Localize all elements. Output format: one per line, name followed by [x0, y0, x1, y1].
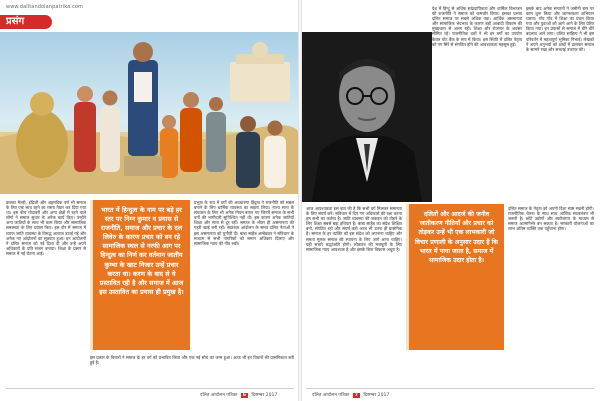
left-footer-label: दलित आंदोलन पत्रिका	[200, 393, 238, 398]
portrait-photo	[302, 32, 432, 202]
right-footer-label: दलित आंदोलन पत्रिका	[312, 393, 350, 398]
right-column-2: इसके बाद अनेक संगठनों ने जमीनी स्तर पर काम शुरू किया और जागरूकता अभियान चलाए। गाँव गाँव में शिक्षा का प्रचार किया गया और युवाओं को आगे आने के लिए प्रेरित किया गया। इन प्रयासों से समाज में धीरे धीरे बदलाव आने लगा। दलित साहित्य ने भी इस परिवर्तन में महत्वपूर्ण भूमिका निभाई। लेखकों ने अपने अनुभवों को शब्दों में ढालकर समाज के सामने रखा और सच्चाई उजागर की।	[526, 6, 594, 52]
right-column-4: दलित समाज के नेतृत्व को अपनी दिशा स्पष्ट रखनी होगी। राजनीतिक चेतना के साथ साथ आर्थिक स्वावलंबन भी जरूरी है। छोटे उद्योगों और स्वरोजगार के माध्यम से समाज आत्मनिर्भर बन सकता है। सरकारी योजनाओं का लाभ अंतिम व्यक्ति तक पहुँचाना होगा।	[508, 206, 594, 232]
left-page-number: 6	[242, 393, 246, 398]
left-footer-month: दिसम्बर 2017	[251, 393, 278, 398]
section-title: प्रसंग	[6, 16, 25, 27]
spine-gutter	[298, 0, 302, 401]
right-column-1: देश में हिन्दू से अधिक सांप्रदायिकता और धार्मिक विभाजन की राजनीति ने समाज को कमजोर किया। इसका प्रभाव दलित समाज पर सबसे अधिक पड़ा। आर्थिक असमानता और सामाजिक भेदभाव के कारण बड़ी आबादी विकास की मुख्यधारा से अलग रही। शिक्षा और रोजगार के अवसर सीमित रहे। राजनीतिक दलों ने भी इन वर्गों का उपयोग केवल वोट बैंक के रूप में किया। इस स्थिति में दलित नेतृत्व को नए सिरे से संगठित होने की आवश्यकता महसूस हुई।	[432, 6, 522, 47]
right-footer-rule	[306, 388, 594, 389]
left-footer	[200, 392, 277, 398]
illustration-art	[0, 32, 300, 194]
right-footer-month: दिसम्बर 2017	[363, 393, 390, 398]
illustration-leaders	[0, 32, 300, 194]
right-page-number: 7	[354, 393, 358, 398]
left-column-2: प्रभुत्व के रूप में वर्गों की अवधारणा हिंदुत्व ने राजनीति को सबल बनाने के लिए धार्मिक व्यवस्था का सहारा लिया। राज्य सत्ता के संचालन के लिए भी अनेक नियम बनाए गए जिनमें समाज के सभी वर्गों की भागीदारी सुनिश्चित नहीं थी। इस कारण अनेक जातियाँ शिक्षा और सत्ता से दूर रहीं। समाज के भीतर ही असमानता की गहरी खाई बनी रही। स्वतंत्रता आंदोलन के समय दलित नेताओं ने इस असमानता को चुनौती दी। बाबा साहेब अम्बेडकर ने संविधान के माध्यम से सभी नागरिकों को समान अधिकार दिलाए और सामाजिक न्याय की नींव रखी।	[194, 200, 294, 246]
right-footer	[312, 392, 389, 398]
right-column-3: आज आवश्यकता इस बात की है कि सभी वर्ग मिलकर समानता के लिए संघर्ष करें। संविधान में दिए गए अधिकारों की रक्षा करना हम सभी का कर्तव्य है। जाति व्यवस्था की जकड़न को तोड़ने के लिए शिक्षा सबसे बड़ा हथियार है। बाबा साहेब का संदेश शिक्षित बनो, संगठित रहो और संघर्ष करो आज भी उतना ही प्रासंगिक है। समाज के हर व्यक्ति को इस संदेश को अपनाना चाहिए और समता मूलक समाज की स्थापना के लिए आगे आना चाहिए। यही सच्ची श्रद्धांजलि होगी। लोकतंत्र की मजबूती के लिए सामाजिक न्याय आवश्यक है और इसके बिना विकास अधूरा है।	[306, 206, 402, 252]
left-column-1: कक्का मैल्ड़ी, इंद्रिजी और अहमदिक वर्ष भी समाज के लिए एक साथ रहने का रास्ता तैयार कर दिया गया था। इस बीच गोदावरी और अन्य क्षेत्रों में रहने वाले लोगों ने समाज सुधार के अनेक कार्य किए। उन्होंने अन्य जातियों के साथ भी काम किया और सामाजिक समरसता के लिए प्रयास किए। इस दौर में समाज में व्याप्त जाति व्यवस्था के विरुद्ध आवाज उठाई गई और अनेक नए आंदोलनों का सूत्रपात हुआ। इन आंदोलनों ने दलित समाज को नई दिशा दी और उन्हें अपने अधिकारों के प्रति सजग बनाया। शिक्षा के प्रसार से समाज में नई चेतना आई।	[6, 200, 86, 256]
left-column-3: इस प्रकार के विचारों ने समाज के हर वर्ग को प्रभावित किया और एक नई सोच का जन्म हुआ। आज भी इन विचारों की प्रासंगिकता बनी हुई है।	[90, 355, 294, 366]
site-url[interactable]: www.dalitandolanpatrika.com	[6, 4, 83, 10]
left-footer-rule	[6, 388, 294, 389]
portrait-art	[302, 32, 432, 202]
pullquote-right: दलितों और आदर्ज की जनीव जातीकरण नीतियाँ और प्रचार को तोड़कर उन्हें भी एक लाभकारी जो विचार प्रणाली के अनुसार उदार हैं कि भारत में पाया जाता है, समाज में सामाजिक उदार होता है।	[406, 204, 504, 350]
pullquote-left: भारत में हिन्दुत्व के नाम पर बड़े हर स्तर पर निम्न कुमार व प्रयास से राजनीति, समाज और प्रचार के दल लिवेरु के कारण प्रचार को बन रहे सामाजिक स्थल से नरफी आग पर हिन्दुत्व का निर्ण कर वर्तमान जातीय कुम्भा के खाट निजार उन्हें प्रचार करता था। करण के बाद से ये प्रस्तावित रही है और समाज में आज इस उस्तावित का प्रयास ही प्रमुख है।	[90, 200, 190, 350]
